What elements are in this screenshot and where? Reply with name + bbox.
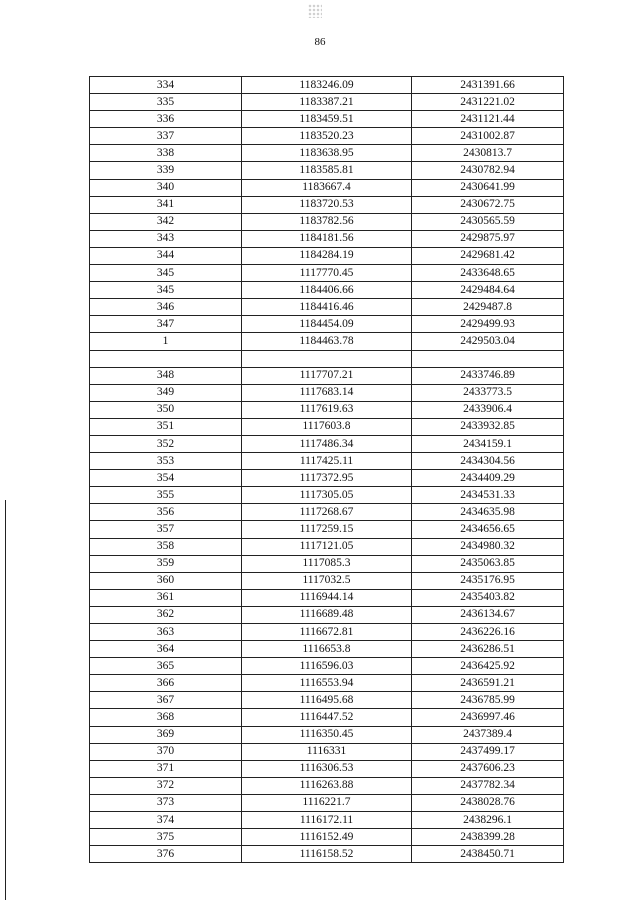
x-coordinate-cell: 1183585.81 (242, 162, 412, 179)
x-coordinate-cell: 1184416.46 (242, 299, 412, 316)
point-number-cell: 374 (90, 812, 242, 829)
x-coordinate-cell: 1117305.05 (242, 487, 412, 504)
point-number-cell: 338 (90, 145, 242, 162)
x-coordinate-cell: 1183667.4 (242, 179, 412, 196)
x-coordinate-cell: 1117032.5 (242, 572, 412, 589)
table-row (90, 487, 564, 504)
y-coordinate-cell: 2438028.76 (412, 794, 564, 811)
table-row (90, 367, 564, 384)
x-coordinate-cell: 1117121.05 (242, 538, 412, 555)
point-number-cell: 343 (90, 230, 242, 247)
point-number-cell: 335 (90, 94, 242, 111)
x-coordinate-cell: 1183387.21 (242, 94, 412, 111)
x-coordinate-cell: 1117683.14 (242, 384, 412, 401)
point-number-cell: 351 (90, 418, 242, 435)
x-coordinate-cell: 1184454.09 (242, 316, 412, 333)
y-coordinate-cell: 2437499.17 (412, 743, 564, 760)
y-coordinate-cell: 2436785.99 (412, 692, 564, 709)
y-coordinate-cell: 2433932.85 (412, 418, 564, 435)
y-coordinate-cell: 2430565.59 (412, 213, 564, 230)
table-row (90, 94, 564, 111)
x-coordinate-cell: 1116350.45 (242, 726, 412, 743)
point-number-cell: 363 (90, 624, 242, 641)
point-number-cell: 360 (90, 572, 242, 589)
x-coordinate-cell: 1116447.52 (242, 709, 412, 726)
point-number-cell: 376 (90, 846, 242, 863)
table-row (90, 606, 564, 623)
table-row (90, 658, 564, 675)
table-row (90, 179, 564, 196)
point-number-cell: 354 (90, 470, 242, 487)
point-number-cell: 344 (90, 247, 242, 264)
x-coordinate-cell: 1184284.19 (242, 247, 412, 264)
table-row (90, 453, 564, 470)
point-number-cell: 352 (90, 435, 242, 452)
y-coordinate-cell: 2435403.82 (412, 589, 564, 606)
y-coordinate-cell: 2429875.97 (412, 230, 564, 247)
y-coordinate-cell (412, 350, 564, 367)
table-row (90, 760, 564, 777)
y-coordinate-cell: 2434159.1 (412, 435, 564, 452)
y-coordinate-cell: 2433906.4 (412, 401, 564, 418)
y-coordinate-cell: 2434409.29 (412, 470, 564, 487)
table-row (90, 589, 564, 606)
x-coordinate-cell: 1183246.09 (242, 77, 412, 94)
point-number-cell: 353 (90, 453, 242, 470)
table-row (90, 555, 564, 572)
table-row (90, 384, 564, 401)
table-row (90, 230, 564, 247)
y-coordinate-cell: 2429484.64 (412, 282, 564, 299)
x-coordinate-cell: 1183459.51 (242, 111, 412, 128)
point-number-cell: 367 (90, 692, 242, 709)
x-coordinate-cell: 1116596.03 (242, 658, 412, 675)
x-coordinate-cell: 1116172.11 (242, 812, 412, 829)
y-coordinate-cell: 2438450.71 (412, 846, 564, 863)
table-row (90, 521, 564, 538)
x-coordinate-cell: 1116672.81 (242, 624, 412, 641)
table-row (90, 846, 564, 863)
point-number-cell: 364 (90, 641, 242, 658)
y-coordinate-cell: 2436286.51 (412, 641, 564, 658)
x-coordinate-cell: 1117770.45 (242, 265, 412, 282)
x-coordinate-cell (242, 350, 412, 367)
y-coordinate-cell: 2433773.5 (412, 384, 564, 401)
point-number-cell: 347 (90, 316, 242, 333)
point-number-cell: 340 (90, 179, 242, 196)
x-coordinate-cell: 1117259.15 (242, 521, 412, 538)
x-coordinate-cell: 1116158.52 (242, 846, 412, 863)
y-coordinate-cell: 2436226.16 (412, 624, 564, 641)
point-number-cell: 345 (90, 282, 242, 299)
y-coordinate-cell: 2430672.75 (412, 196, 564, 213)
table-row (90, 624, 564, 641)
point-number-cell: 372 (90, 777, 242, 794)
table-row (90, 435, 564, 452)
table-row (90, 247, 564, 264)
point-number-cell: 365 (90, 658, 242, 675)
y-coordinate-cell: 2436425.92 (412, 658, 564, 675)
x-coordinate-cell: 1116553.94 (242, 675, 412, 692)
table-row (90, 743, 564, 760)
point-number-cell: 362 (90, 606, 242, 623)
point-number-cell: 370 (90, 743, 242, 760)
table-row (90, 213, 564, 230)
y-coordinate-cell: 2429503.04 (412, 333, 564, 350)
x-coordinate-cell: 1183520.23 (242, 128, 412, 145)
table-row (90, 77, 564, 94)
point-number-cell: 368 (90, 709, 242, 726)
table-row (90, 401, 564, 418)
x-coordinate-cell: 1116689.48 (242, 606, 412, 623)
y-coordinate-cell: 2429499.93 (412, 316, 564, 333)
y-coordinate-cell: 2437389.4 (412, 726, 564, 743)
y-coordinate-cell: 2431121.44 (412, 111, 564, 128)
point-number-cell: 358 (90, 538, 242, 555)
point-number-cell: 350 (90, 401, 242, 418)
table-row (90, 196, 564, 213)
y-coordinate-cell: 2434980.32 (412, 538, 564, 555)
table-row (90, 333, 564, 350)
y-coordinate-cell: 2434304.56 (412, 453, 564, 470)
point-number-cell: 349 (90, 384, 242, 401)
x-coordinate-cell: 1184463.78 (242, 333, 412, 350)
x-coordinate-cell: 1117372.95 (242, 470, 412, 487)
y-coordinate-cell: 2437606.23 (412, 760, 564, 777)
table-row (90, 162, 564, 179)
table-row (90, 282, 564, 299)
point-number-cell: 373 (90, 794, 242, 811)
x-coordinate-cell: 1116221.7 (242, 794, 412, 811)
table-row (90, 812, 564, 829)
scan-artifact (308, 4, 322, 18)
x-coordinate-cell: 1117619.63 (242, 401, 412, 418)
point-number-cell: 1 (90, 333, 242, 350)
x-coordinate-cell: 1116152.49 (242, 829, 412, 846)
x-coordinate-cell: 1116653.8 (242, 641, 412, 658)
table-row (90, 641, 564, 658)
y-coordinate-cell: 2435176.95 (412, 572, 564, 589)
point-number-cell: 369 (90, 726, 242, 743)
y-coordinate-cell: 2437782.34 (412, 777, 564, 794)
table-row (90, 128, 564, 145)
y-coordinate-cell: 2430813.7 (412, 145, 564, 162)
x-coordinate-cell: 1183782.56 (242, 213, 412, 230)
table-row (90, 470, 564, 487)
table-row (90, 299, 564, 316)
table-row (90, 829, 564, 846)
table-row (90, 709, 564, 726)
y-coordinate-cell: 2434656.65 (412, 521, 564, 538)
x-coordinate-cell: 1116306.53 (242, 760, 412, 777)
y-coordinate-cell: 2435063.85 (412, 555, 564, 572)
point-number-cell: 345 (90, 265, 242, 282)
point-number-cell: 371 (90, 760, 242, 777)
table-row (90, 538, 564, 555)
table-row (90, 675, 564, 692)
point-number-cell: 357 (90, 521, 242, 538)
x-coordinate-cell: 1183638.95 (242, 145, 412, 162)
x-coordinate-cell: 1184181.56 (242, 230, 412, 247)
coordinates-table (89, 76, 564, 863)
y-coordinate-cell: 2436134.67 (412, 606, 564, 623)
y-coordinate-cell: 2434531.33 (412, 487, 564, 504)
y-coordinate-cell: 2429681.42 (412, 247, 564, 264)
point-number-cell: 356 (90, 504, 242, 521)
y-coordinate-cell: 2438296.1 (412, 812, 564, 829)
y-coordinate-cell: 2438399.28 (412, 829, 564, 846)
point-number-cell: 342 (90, 213, 242, 230)
table-row (90, 726, 564, 743)
y-coordinate-cell: 2430782.94 (412, 162, 564, 179)
table-row (90, 145, 564, 162)
point-number-cell: 366 (90, 675, 242, 692)
scan-edge-line (5, 500, 6, 900)
x-coordinate-cell: 1116263.88 (242, 777, 412, 794)
table-body (90, 77, 564, 863)
point-number-cell: 337 (90, 128, 242, 145)
table-row (90, 572, 564, 589)
y-coordinate-cell: 2433746.89 (412, 367, 564, 384)
point-number-cell: 339 (90, 162, 242, 179)
x-coordinate-cell: 1116944.14 (242, 589, 412, 606)
point-number-cell (90, 350, 242, 367)
table-row (90, 418, 564, 435)
x-coordinate-cell: 1116331 (242, 743, 412, 760)
x-coordinate-cell: 1117085.3 (242, 555, 412, 572)
point-number-cell: 336 (90, 111, 242, 128)
point-number-cell: 355 (90, 487, 242, 504)
table-row (90, 350, 564, 367)
table-row (90, 265, 564, 282)
y-coordinate-cell: 2430641.99 (412, 179, 564, 196)
point-number-cell: 341 (90, 196, 242, 213)
x-coordinate-cell: 1184406.66 (242, 282, 412, 299)
x-coordinate-cell: 1117603.8 (242, 418, 412, 435)
page-number: 86 (314, 36, 326, 48)
point-number-cell: 375 (90, 829, 242, 846)
x-coordinate-cell: 1116495.68 (242, 692, 412, 709)
x-coordinate-cell: 1117486.34 (242, 435, 412, 452)
point-number-cell: 361 (90, 589, 242, 606)
y-coordinate-cell: 2433648.65 (412, 265, 564, 282)
table-row (90, 794, 564, 811)
y-coordinate-cell: 2431002.87 (412, 128, 564, 145)
table-row (90, 111, 564, 128)
point-number-cell: 334 (90, 77, 242, 94)
table-row (90, 316, 564, 333)
y-coordinate-cell: 2431221.02 (412, 94, 564, 111)
point-number-cell: 346 (90, 299, 242, 316)
x-coordinate-cell: 1117707.21 (242, 367, 412, 384)
x-coordinate-cell: 1117268.67 (242, 504, 412, 521)
x-coordinate-cell: 1183720.53 (242, 196, 412, 213)
y-coordinate-cell: 2436591.21 (412, 675, 564, 692)
point-number-cell: 359 (90, 555, 242, 572)
y-coordinate-cell: 2431391.66 (412, 77, 564, 94)
table-row (90, 504, 564, 521)
table-row (90, 777, 564, 794)
y-coordinate-cell: 2434635.98 (412, 504, 564, 521)
y-coordinate-cell: 2436997.46 (412, 709, 564, 726)
table-row (90, 692, 564, 709)
y-coordinate-cell: 2429487.8 (412, 299, 564, 316)
x-coordinate-cell: 1117425.11 (242, 453, 412, 470)
point-number-cell: 348 (90, 367, 242, 384)
